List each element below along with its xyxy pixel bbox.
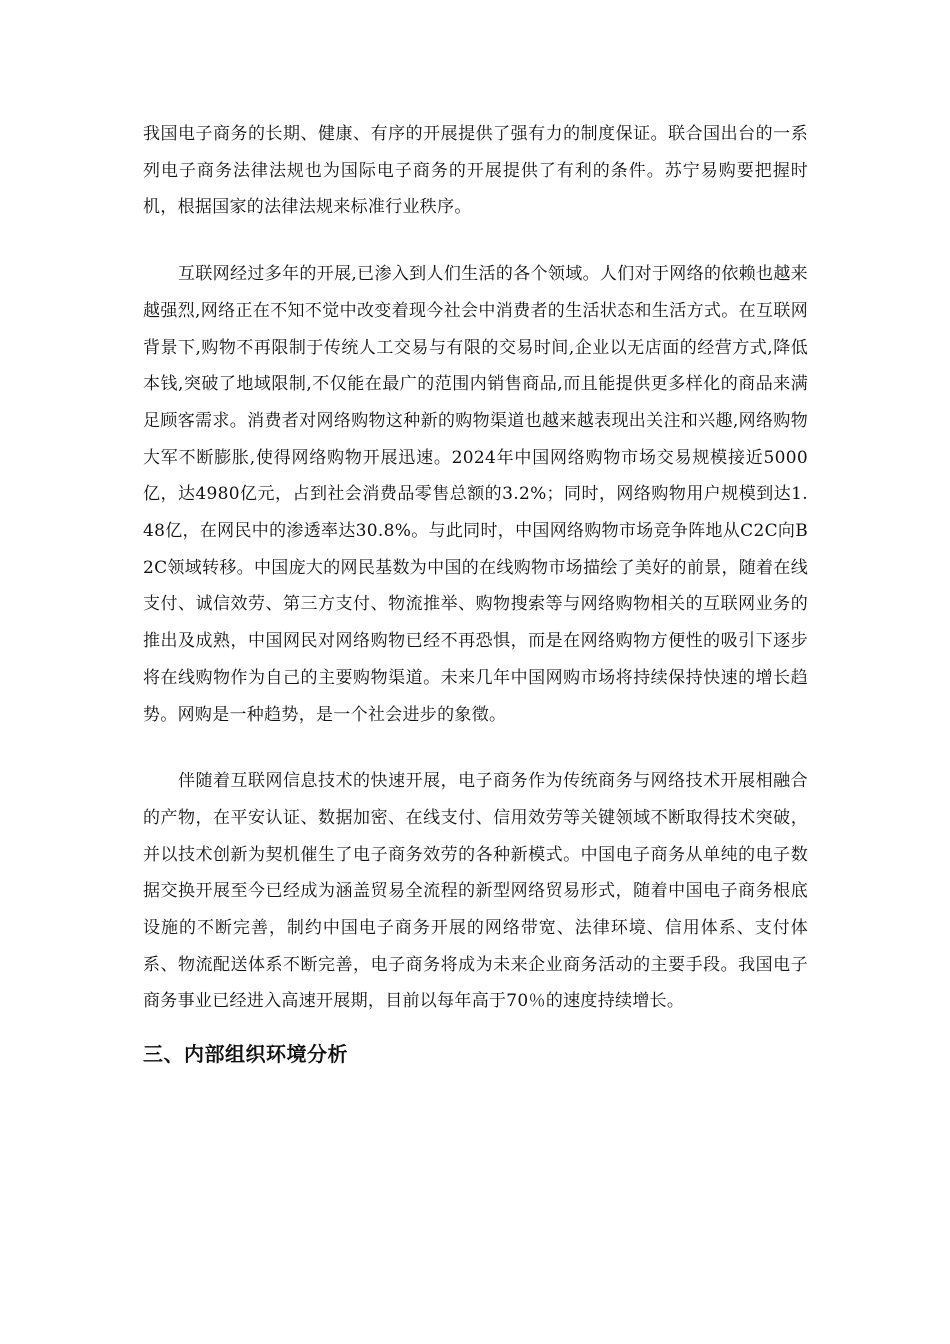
paragraph-spacer	[143, 226, 808, 256]
paragraph-legal-environment: 我国电子商务的长期、健康、有序的开展提供了强有力的制度保证。联合国出台的一系列电子商务法律法规也为国际电子商务的开展提供了有利的条件。苏宁易购要把握时机，根据国家的法律法规来标准行业秩序。	[143, 124, 808, 218]
paragraph-spacer	[143, 1020, 808, 1036]
paragraph-internet-shopping: 互联网经过多年的开展,已渗入到人们生活的各个领域。人们对于网络的依赖也越来越强烈,网络正在不知不觉中改变着现今社会中消费者的生活状态和生活方式。在互联网背景下,购物不再限制于传统人工交易与有限的交易时间,企业以无店面的经营方式,降低本钱,突破了地域限制,不仅能在最广的范围内销售商品,而且能提供更多样化的商品来满足顾客需求。消费者对网络购物这种新的购物渠道也越来越表现出关注和兴趣,网络购物大军不断膨胀,使得网络购物开展迅速。2024年中国网络购物市场交易规模接近5000亿，达4980亿元，占到社会消费品零售总额的3.2%；同时，网络购物用户规模到达1.48亿，在网民中的渗透率达30.8%。与此同时，中国网络购物市场竞争阵地从C2C向B2C领域转移。中国庞大的网民基数为中国的在线购物市场描绘了美好的前景，随着在线支付、诚信效劳、第三方支付、物流推举、购物搜索等与网络购物相关的互联网业务的推出及成熟，中国网民对网络购物已经不再恐惧，而是在网络购物方便性的吸引下逐步将在线购物作为自己的主要购物渠道。未来几年中国网购市场将持续保持快速的增长趋势。网购是一种趋势，是一个社会进步的象徵。	[143, 264, 808, 725]
paragraph-spacer	[143, 733, 808, 763]
document-body	[143, 116, 808, 1072]
section-heading: 三、内部组织环境分析	[143, 1042, 348, 1067]
paragraph-ecommerce-development: 伴随着互联网信息技术的快速开展，电子商务作为传统商务与网络技术开展相融合的产物，在平安认证、数据加密、在线支付、信用效劳等关键领域不断取得技术突破，并以技术创新为契机催生了电子商务效劳的各种新模式。中国电子商务从单纯的电子数据交换开展至今已经成为涵盖贸易全流程的新型网络贸易形式，随着中国电子商务根底设施的不断完善，制约中国电子商务开展的网络带宽、法律环境、信用体系、支付体系、物流配送体系不断完善，电子商务将成为未来企业商务活动的主要手段。我国电子商务事业已经进入高速开展期，目前以每年高于70％的速度持续增长。	[143, 771, 808, 1012]
